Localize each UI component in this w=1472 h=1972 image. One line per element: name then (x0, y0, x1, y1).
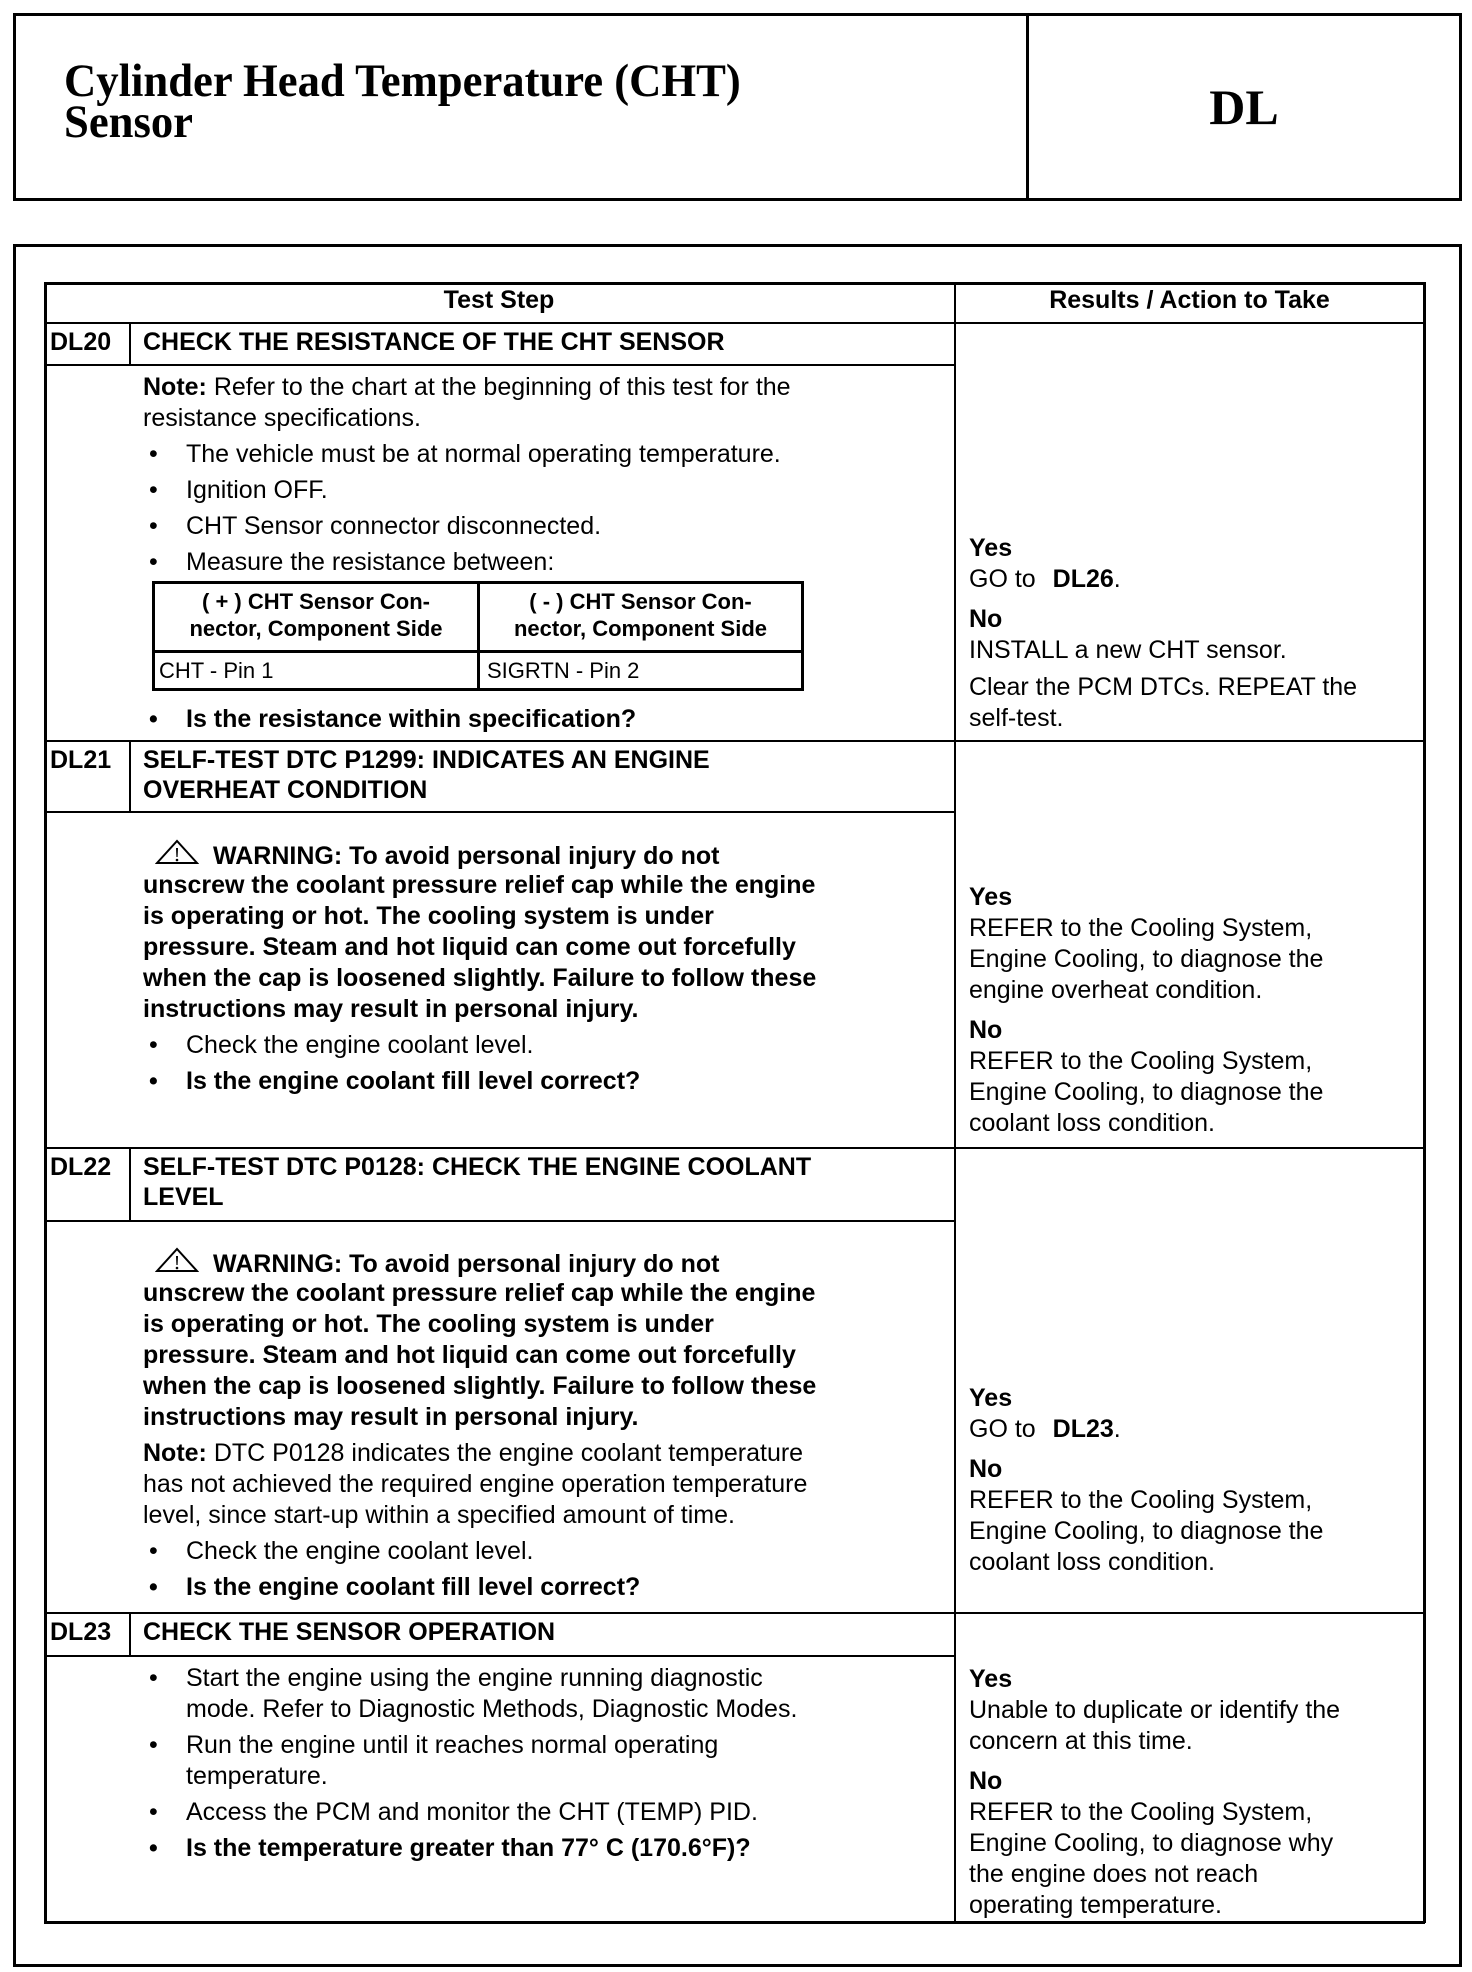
bullet-icon: • (149, 440, 158, 468)
bullet-icon: • (149, 476, 158, 504)
step-title: CHECK THE RESISTANCE OF THE CHT SENSOR (143, 328, 725, 356)
result-text: . (1113, 1415, 1121, 1443)
body-line (143, 1833, 797, 1864)
result-line: Engine Cooling, to diagnose the (969, 945, 1324, 973)
body-line (143, 1438, 816, 1469)
body-text: is operating or hot. The cooling system is under (143, 902, 714, 930)
result-line (969, 1414, 1323, 1445)
note-label: Note: (143, 373, 207, 401)
table-rule (129, 322, 131, 364)
result-label-no: No (969, 1767, 1003, 1795)
results-block (969, 1664, 1340, 1921)
result-label-yes: Yes (969, 1665, 1013, 1693)
table-rule (129, 1147, 131, 1220)
body-line (143, 1278, 816, 1309)
body-text: WARNING: To avoid personal injury do not (213, 842, 720, 870)
body-text: DTC P0128 indicates the engine coolant temperature (206, 1439, 804, 1467)
note-label: Note: (143, 1439, 207, 1467)
result-text: GO to (969, 1415, 1043, 1443)
body-line (143, 1797, 797, 1828)
body-text: The vehicle must be at normal operating temperature. (186, 440, 781, 468)
results-block (969, 882, 1323, 1139)
result-label-no: No (969, 1455, 1003, 1483)
body-line (143, 1500, 816, 1531)
pin-table (152, 581, 804, 691)
result-line: engine overheat condition. (969, 976, 1263, 1004)
step-title: LEVEL (143, 1183, 224, 1211)
table-rule (1423, 282, 1426, 1923)
step-id: DL22 (50, 1153, 112, 1181)
table-rule (44, 1612, 1425, 1614)
result-line: REFER to the Cooling System, (969, 914, 1313, 942)
table-rule (44, 282, 1425, 285)
body-line (143, 1572, 816, 1603)
table-rule (44, 811, 954, 813)
result-line: concern at this time. (969, 1727, 1193, 1755)
bullet-icon: • (149, 1731, 158, 1759)
body-text: level, since start-up within a specified amount of time. (143, 1501, 735, 1529)
bullet-icon: • (149, 1573, 158, 1601)
body-line (143, 994, 816, 1025)
body-line (143, 372, 791, 403)
body-line (143, 963, 816, 994)
pin-table-rule (155, 650, 801, 653)
title-line: Cylinder Head Temperature (CHT) (64, 55, 741, 107)
body-line (143, 1030, 816, 1061)
body-line (143, 1730, 797, 1761)
body-line (143, 1371, 816, 1402)
body-text: Is the temperature greater than 77° C (170.6°F)? (186, 1834, 751, 1862)
column-header-results: Results / Action to Take (1049, 286, 1330, 314)
result-line: Engine Cooling, to diagnose the (969, 1078, 1324, 1106)
bullet-icon: • (149, 1067, 158, 1095)
result-line: Clear the PCM DTCs. REPEAT the (969, 673, 1358, 701)
body-line (143, 475, 791, 506)
body-text: Is the engine coolant fill level correct? (186, 1067, 641, 1095)
body-text: Run the engine until it reaches normal operating (186, 1731, 719, 1759)
pin-table-header: nector, Component Side (189, 616, 443, 641)
table-rule (44, 740, 1425, 742)
result-line: INSTALL a new CHT sensor. (969, 636, 1287, 664)
body-line (143, 547, 791, 578)
table-rule (44, 282, 47, 1923)
goto-step-link[interactable]: DL26 (1052, 565, 1114, 593)
result-label-yes: Yes (969, 1384, 1013, 1412)
body-line (143, 1663, 797, 1694)
bullet-icon: • (149, 548, 158, 576)
warning-triangle-icon (155, 839, 199, 865)
result-line: Engine Cooling, to diagnose the (969, 1517, 1324, 1545)
table-rule (44, 322, 1425, 324)
step-title: CHECK THE SENSOR OPERATION (143, 1618, 556, 1646)
step-body (143, 839, 816, 1097)
bullet-icon: • (149, 1798, 158, 1826)
result-line: Unable to duplicate or identify the (969, 1696, 1341, 1724)
body-text: Start the engine using the engine running diagnostic (186, 1664, 763, 1692)
body-text: when the cap is loosened slightly. Failure to follow these (143, 1372, 817, 1400)
result-line: self-test. (969, 704, 1064, 732)
result-line: REFER to the Cooling System, (969, 1047, 1313, 1075)
table-rule (954, 282, 956, 1923)
results-block (969, 533, 1357, 734)
body-line (143, 1469, 816, 1500)
body-text: Refer to the chart at the beginning of this test for the (206, 373, 791, 401)
body-text: pressure. Steam and hot liquid can come out forcefully (143, 1341, 796, 1369)
result-label-yes: Yes (969, 883, 1013, 911)
table-rule (44, 1147, 1425, 1149)
body-line (143, 439, 791, 470)
body-text: Is the engine coolant fill level correct? (186, 1573, 641, 1601)
table-rule (129, 1612, 131, 1655)
pin-table-cell: SIGRTN - Pin 2 (487, 658, 640, 683)
body-line (143, 1340, 816, 1371)
body-text: has not achieved the required engine operation temperature (143, 1470, 808, 1498)
result-line: the engine does not reach (969, 1860, 1259, 1888)
table-rule (129, 740, 131, 811)
body-line (143, 932, 816, 963)
body-text: temperature. (186, 1762, 328, 1790)
result-text: . (1113, 565, 1121, 593)
body-line (143, 1694, 797, 1725)
step-body (143, 1247, 816, 1603)
step-title: SELF-TEST DTC P1299: INDICATES AN ENGINE (143, 746, 710, 774)
step-title: SELF-TEST DTC P0128: CHECK THE ENGINE COOLANT (143, 1153, 812, 1181)
body-line (143, 1066, 816, 1097)
body-text: Check the engine coolant level. (186, 1031, 534, 1059)
body-line (143, 704, 636, 735)
bullet-icon: • (149, 1031, 158, 1059)
result-line: REFER to the Cooling System, (969, 1798, 1313, 1826)
body-text: is operating or hot. The cooling system is under (143, 1310, 714, 1338)
bullet-icon: • (149, 1834, 158, 1862)
step-id: DL21 (50, 746, 112, 774)
page-title (64, 55, 741, 148)
result-line (969, 564, 1357, 595)
body-line (143, 870, 816, 901)
result-line: operating temperature. (969, 1891, 1222, 1919)
results-block (969, 1383, 1323, 1578)
result-line: Engine Cooling, to diagnose why (969, 1829, 1334, 1857)
result-label-no: No (969, 1016, 1003, 1044)
table-rule (44, 1655, 954, 1657)
body-text: mode. Refer to Diagnostic Methods, Diagnostic Modes. (186, 1695, 798, 1723)
body-line (143, 901, 816, 932)
table-rule (44, 364, 954, 366)
header-box (13, 13, 1462, 201)
goto-step-link[interactable]: DL23 (1052, 1415, 1114, 1443)
table-rule (44, 1220, 954, 1222)
bullet-icon: • (149, 1664, 158, 1692)
step-body (143, 1663, 797, 1864)
body-text: instructions may result in personal injury. (143, 1403, 639, 1431)
body-text: Ignition OFF. (186, 476, 328, 504)
body-text: instructions may result in personal injury. (143, 995, 639, 1023)
body-text: Check the engine coolant level. (186, 1537, 534, 1565)
body-line (143, 839, 816, 870)
section-code: DL (1209, 79, 1279, 135)
body-text: CHT Sensor connector disconnected. (186, 512, 602, 540)
result-label-yes: Yes (969, 534, 1013, 562)
body-text: resistance specifications. (143, 404, 421, 432)
body-line (143, 403, 791, 434)
result-line: coolant loss condition. (969, 1548, 1215, 1576)
body-line (143, 1761, 797, 1792)
step-id: DL20 (50, 328, 112, 356)
table-rule (44, 1921, 1425, 1924)
body-text: unscrew the coolant pressure relief cap while the engine (143, 1279, 816, 1307)
body-line (143, 1402, 816, 1433)
bullet-icon: • (149, 705, 158, 733)
result-line: coolant loss condition. (969, 1109, 1215, 1137)
body-text: pressure. Steam and hot liquid can come out forcefully (143, 933, 796, 961)
column-header-test-step: Test Step (443, 286, 555, 314)
body-line (143, 1247, 816, 1278)
body-line (143, 1536, 816, 1567)
result-line: REFER to the Cooling System, (969, 1486, 1313, 1514)
body-text: Measure the resistance between: (186, 548, 555, 576)
step-question (143, 704, 636, 735)
title-line: Sensor (64, 96, 194, 148)
body-text: unscrew the coolant pressure relief cap while the engine (143, 871, 816, 899)
body-text: Access the PCM and monitor the CHT (TEMP) PID. (186, 1798, 758, 1826)
pin-table-header: ( + ) CHT Sensor Con- (202, 589, 430, 614)
bullet-icon: • (149, 1537, 158, 1565)
body-text: when the cap is loosened slightly. Failure to follow these (143, 964, 817, 992)
step-title: OVERHEAT CONDITION (143, 776, 428, 804)
warning-triangle-icon (155, 1247, 199, 1273)
pin-table-header: nector, Component Side (513, 616, 768, 641)
body-text: WARNING: To avoid personal injury do not (213, 1250, 720, 1278)
bullet-icon: • (149, 512, 158, 540)
pin-table-cell: CHT - Pin 1 (159, 658, 274, 683)
result-text: GO to (969, 565, 1043, 593)
step-id: DL23 (50, 1618, 112, 1646)
step-body (143, 372, 791, 578)
pin-table-header: ( - ) CHT Sensor Con- (529, 589, 752, 614)
result-label-no: No (969, 605, 1003, 633)
body-line (143, 1309, 816, 1340)
question-text: Is the resistance within specification? (186, 705, 637, 733)
body-line (143, 511, 791, 542)
